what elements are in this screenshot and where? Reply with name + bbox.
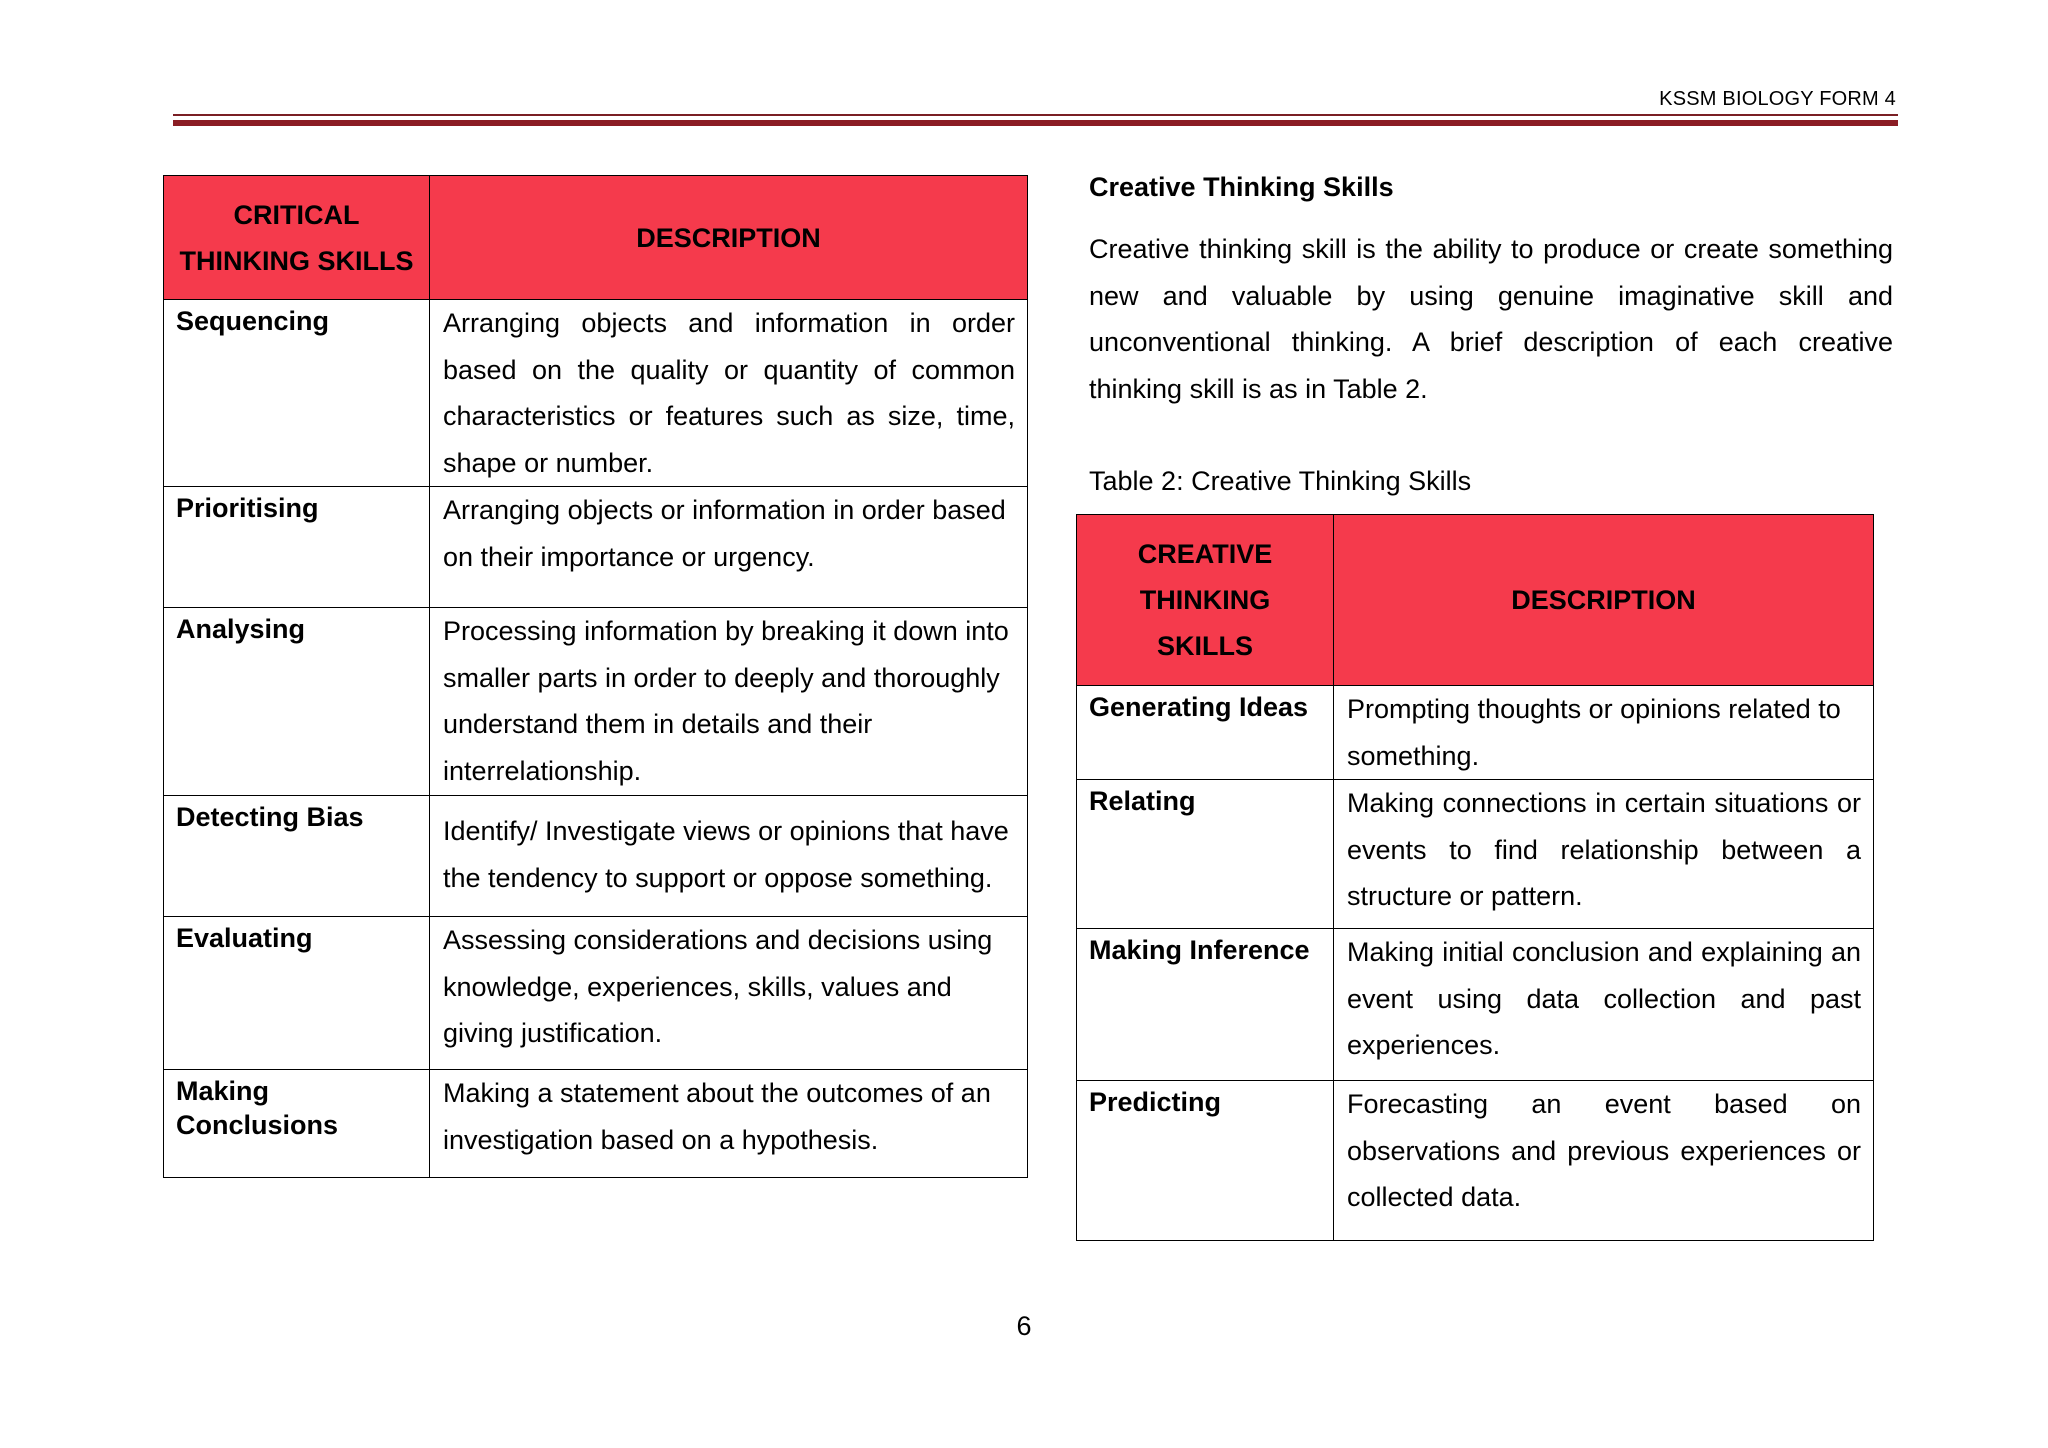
page-number: 6 (1016, 1311, 1032, 1341)
skill-description: Making initial conclusion and explaining an event using data collection and past experiences. (1334, 929, 1874, 1081)
column-header-description: DESCRIPTION (1334, 515, 1874, 686)
table-row (164, 487, 1028, 608)
section-paragraph: Creative thinking skill is the ability to produce or create something new and valuable by using genuine imaginative skill and unconventional thinking. A brief description of each creative thinking skill is as in Table 2. (1089, 234, 1893, 404)
column-header-skill: CRITICAL THINKING SKILLS (164, 176, 430, 300)
skill-description: Identify/ Investigate views or opinions that have the tendency to support or oppose something. (430, 796, 1028, 917)
skill-description: Making connections in certain situations or events to find relationship between a structure or pattern. (1334, 780, 1874, 929)
table-header-row (1077, 515, 1874, 686)
skill-name: Relating (1077, 780, 1334, 929)
skill-description: Prompting thoughts or opinions related to something. (1334, 686, 1874, 780)
skill-description: Making a statement about the outcomes of an investigation based on a hypothesis. (430, 1070, 1028, 1178)
table-row (164, 796, 1028, 917)
table-row (164, 917, 1028, 1070)
table-row (164, 300, 1028, 487)
skill-name: Making Conclusions (164, 1070, 430, 1178)
table-row (1077, 686, 1874, 780)
column-header-skill: CREATIVE THINKING SKILLS (1077, 515, 1334, 686)
skill-name: Predicting (1077, 1081, 1334, 1241)
skill-name: Making Inference (1077, 929, 1334, 1081)
table-row (164, 608, 1028, 796)
skill-name: Detecting Bias (164, 796, 430, 917)
skill-description: Arranging objects or information in order based on their importance or urgency. (430, 487, 1028, 608)
table-row (164, 1070, 1028, 1178)
skill-description: Forecasting an event based on observations and previous experiences or collected data. (1334, 1081, 1874, 1241)
skill-description: Processing information by breaking it down into smaller parts in order to deeply and thoroughly understand them in details and their interrelationship. (430, 608, 1028, 796)
running-header: KSSM BIOLOGY FORM 4 (1659, 88, 1896, 110)
table-row (1077, 1081, 1874, 1241)
skill-name: Evaluating (164, 917, 430, 1070)
skill-name: Sequencing (164, 300, 430, 487)
skill-description: Assessing considerations and decisions using knowledge, experiences, skills, values and giving justification. (430, 917, 1028, 1070)
table-caption: Table 2: Creative Thinking Skills (1089, 466, 1472, 496)
section-heading: Creative Thinking Skills (1089, 172, 1394, 202)
column-header-description: DESCRIPTION (430, 176, 1028, 300)
skill-name: Prioritising (164, 487, 430, 608)
header-rule-thick (173, 120, 1898, 126)
skill-description: Arranging objects and information in order based on the quality or quantity of common characteristics or features such as size, time, shape or number. (430, 300, 1028, 487)
skill-name: Analysing (164, 608, 430, 796)
table-row (1077, 929, 1874, 1081)
skill-name: Generating Ideas (1077, 686, 1334, 780)
critical-thinking-skills-table (163, 175, 1028, 1178)
table-row (1077, 780, 1874, 929)
table-header-row (164, 176, 1028, 300)
creative-thinking-skills-table (1076, 514, 1874, 1241)
header-rule-thin (173, 114, 1898, 116)
